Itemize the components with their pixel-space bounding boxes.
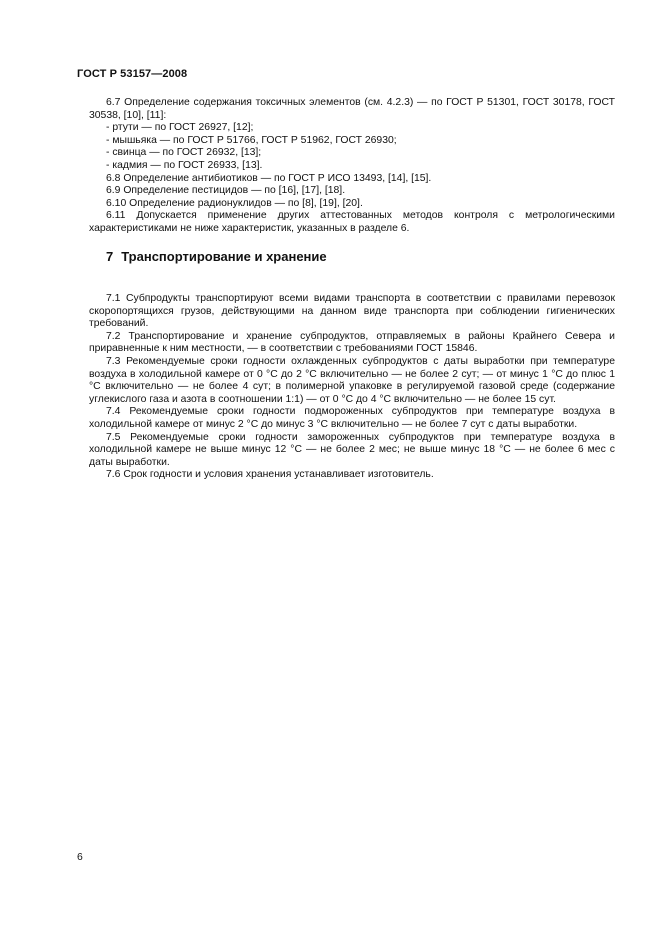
paragraph-7-6: 7.6 Срок годности и условия хранения устанавливает изготовитель. bbox=[106, 469, 434, 481]
section-7-body bbox=[89, 293, 615, 482]
paragraph-7-3: 7.3 Рекомендуемые сроки годности охлажденных субпродуктов с даты выработки при температуре воздуха в холодильной камере от 0 °С до 2 °С включительно — не более 2 сут; — от минус 1 °С до плюс 1 °С включительно — не более 4 сут; в полимерной упаковке в регулируемой газовой среде (содержание углекислого газа и азота в соотношении 1:1) — от 0 °С до 4 °С включительно — не более 15 сут. bbox=[89, 355, 615, 405]
paragraph-7-4: 7.4 Рекомендуемые сроки годности подмороженных субпродуктов при температуре воздуха в холодильной камере от минус 2 °С до минус 3 °С включительно — не более 7 сут с даты выработки. bbox=[89, 406, 615, 430]
paragraph-7-1: 7.1 Субпродукты транспортируют всеми видами транспорта в соответствии с правилами перевозок скоропортящихся грузов, действующими на данном виде транспорта при соблюдении гигиенических требований. bbox=[89, 293, 615, 330]
page-number: 6 bbox=[77, 852, 83, 863]
paragraph-6-11: 6.11 Допускается применение других аттестованных методов контроля с метрологическими характеристиками не ниже характеристик, указанных в разделе 6. bbox=[89, 210, 615, 234]
section-number: 7 bbox=[106, 249, 114, 264]
paragraph-7-2: 7.2 Транспортирование и хранение субпродуктов, отправляемых в районы Крайнего Севера и приравненные к ним местности, — в соответствии с требованиями ГОСТ 15846. bbox=[89, 330, 615, 355]
paragraph-7-5: 7.5 Рекомендуемые сроки годности замороженных субпродуктов при температуре воздуха в холодильной камере не выше минус 12 °С — не более 2 мес; не выше минус 18 °С — не более 6 мес с даты выработки. bbox=[89, 431, 615, 468]
list-item-lead: - свинца — по ГОСТ 26932, [13]; bbox=[106, 147, 262, 159]
paragraph-6-9: 6.9 Определение пестицидов — по [16], [17], [18]. bbox=[106, 185, 346, 197]
section-6-continuation bbox=[89, 97, 615, 236]
section-7-heading bbox=[106, 249, 327, 264]
list-item-cadmium: - кадмия — по ГОСТ 26933, [13]. bbox=[106, 159, 263, 171]
section-title-text: Транспортирование и хранение bbox=[121, 249, 327, 264]
paragraph-6-7: 6.7 Определение содержания токсичных элементов (см. 4.2.3) — по ГОСТ Р 51301, ГОСТ 30178, ГОСТ 30538, [10], [11]: bbox=[89, 97, 615, 121]
paragraph-6-8: 6.8 Определение антибиотиков — по ГОСТ Р ИСО 13493, [14], [15]. bbox=[106, 172, 432, 184]
paragraph-6-10: 6.10 Определение радионуклидов — по [8], [19], [20]. bbox=[106, 197, 363, 209]
list-item-arsenic: - мышьяка — по ГОСТ Р 51766, ГОСТ Р 51962, ГОСТ 26930; bbox=[106, 134, 397, 146]
document-header: ГОСТ Р 53157—2008 bbox=[77, 68, 188, 80]
list-item-mercury: - ртути — по ГОСТ 26927, [12]; bbox=[106, 122, 254, 134]
